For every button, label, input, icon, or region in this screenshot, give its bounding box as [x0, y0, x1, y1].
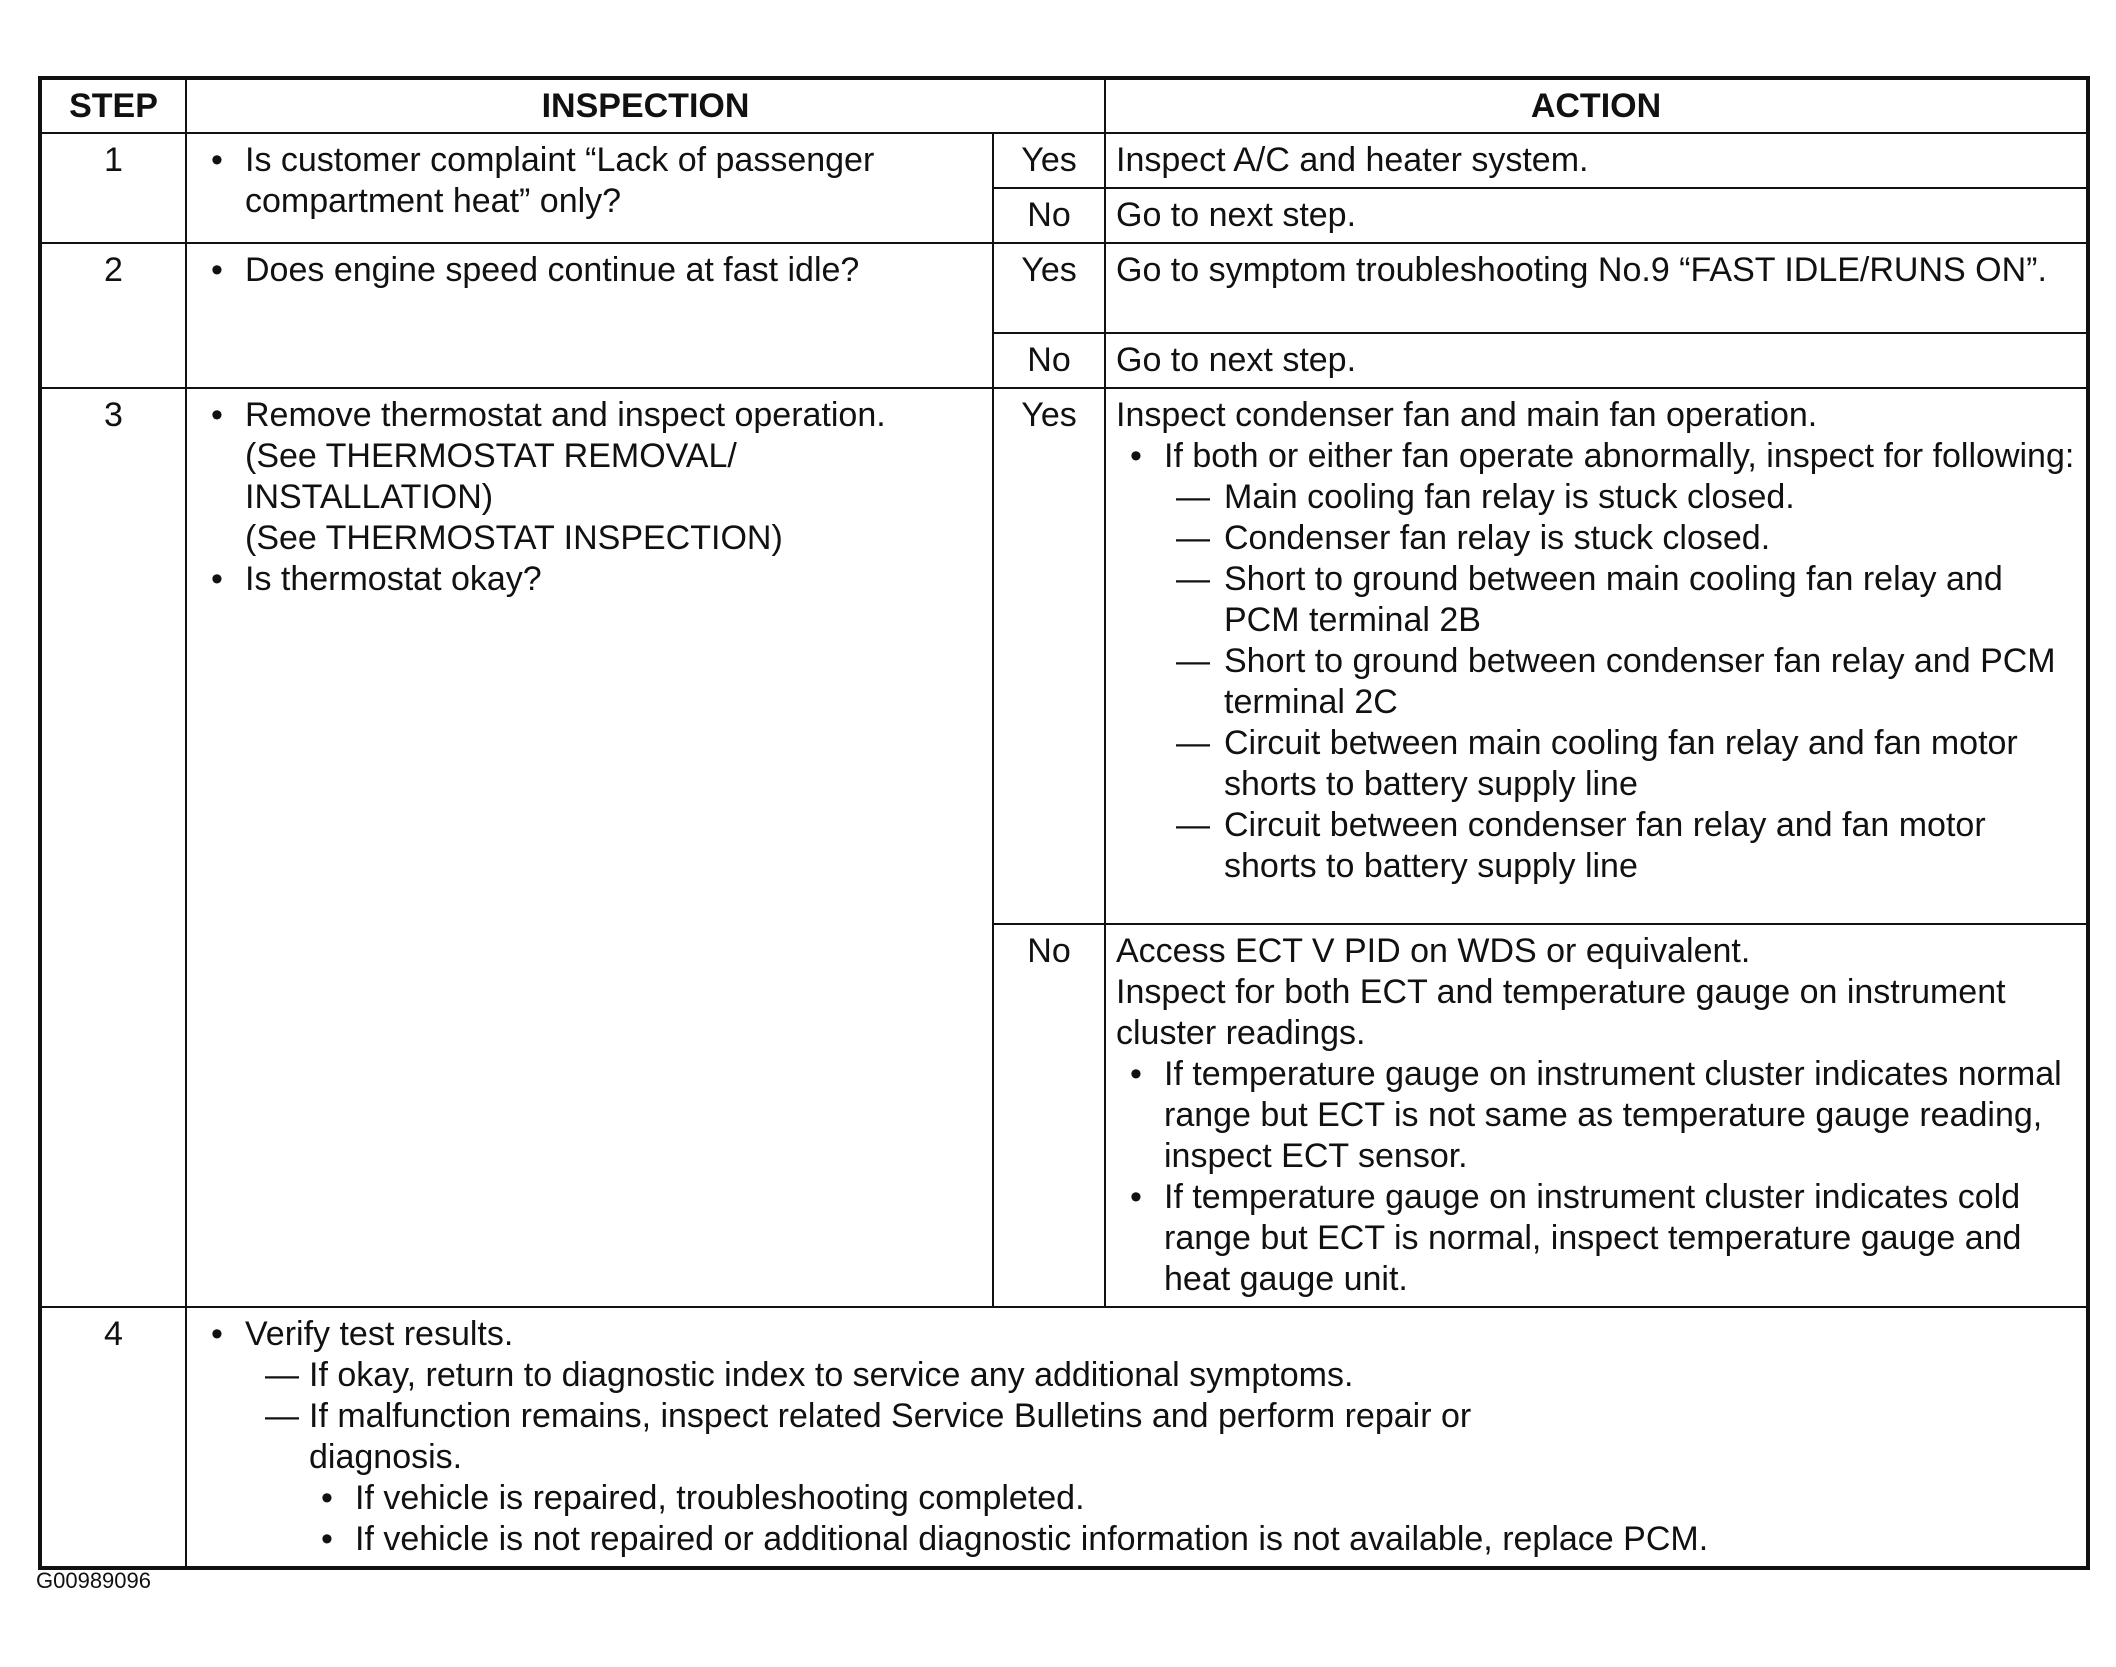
result-sub-bullet: • If vehicle is not repaired or additional diagnostic information is not available, replace PCM.	[307, 1519, 2076, 1560]
inspection-bullet: • Does engine speed continue at fast idle?	[197, 250, 982, 291]
step-1-no-action: Go to next step.	[1105, 188, 2088, 243]
step-3-yes-action	[1105, 388, 2088, 924]
yes-label: Yes	[993, 133, 1105, 188]
action-dash-item: — Short to ground between condenser fan relay and PCM terminal 2C	[1176, 641, 2076, 723]
action-line: Inspect for both ECT and temperature gauge on instrument cluster readings.	[1116, 973, 2006, 1052]
action-dash-item: — Main cooling fan relay is stuck closed.	[1176, 477, 2076, 518]
inspection-line: (See THERMOSTAT INSPECTION)	[245, 519, 783, 557]
yes-label: Yes	[993, 243, 1105, 333]
header-step: STEP	[40, 78, 186, 133]
result-dash-item: — If malfunction remains, inspect related Service Bulletins and perform repair or diagnosis.	[265, 1396, 1505, 1478]
verify-bullet: • Verify test results.	[197, 1314, 2076, 1355]
step-1-inspection	[186, 133, 993, 243]
action-intro: Inspect condenser fan and main fan operation.	[1116, 396, 1818, 434]
action-dash-item: — Short to ground between main cooling fan relay and PCM terminal 2B	[1176, 559, 2076, 641]
no-label: No	[993, 188, 1105, 243]
inspection-line: (See THERMOSTAT REMOVAL/	[245, 437, 737, 475]
step-2-inspection	[186, 243, 993, 388]
no-label: No	[993, 924, 1105, 1307]
step-1-yes-action: Inspect A/C and heater system.	[1105, 133, 2088, 188]
result-dash-item: — If okay, return to diagnostic index to service any additional symptoms.	[265, 1355, 1505, 1396]
diagnostic-table-sheet	[38, 76, 2086, 1558]
step-1-yes-row	[40, 133, 2088, 188]
action-line: Access ECT V PID on WDS or equivalent.	[1116, 932, 1751, 970]
action-bullet: • If temperature gauge on instrument cluster indicates normal range but ECT is not same as temperature gauge reading, inspect ECT sensor.	[1116, 1054, 2076, 1177]
step-3-yes-row	[40, 388, 2088, 924]
action-dash-item: — Condenser fan relay is stuck closed.	[1176, 518, 2076, 559]
inspection-line: • Remove thermostat and inspect operation.	[245, 396, 886, 434]
inspection-bullet	[197, 395, 982, 559]
step-number: 3	[40, 388, 186, 1307]
step-2-no-action: Go to next step.	[1105, 333, 2088, 388]
step-3-no-action	[1105, 924, 2088, 1307]
step-2-yes-row	[40, 243, 2088, 333]
inspection-bullet: • Is thermostat okay?	[197, 559, 982, 600]
result-sub-bullet: • If vehicle is repaired, troubleshooting completed.	[307, 1478, 2076, 1519]
step-number: 1	[40, 133, 186, 243]
yes-label: Yes	[993, 388, 1105, 924]
step-3-inspection	[186, 388, 993, 1307]
inspection-bullet: • Is customer complaint “Lack of passenger compartment heat” only?	[197, 140, 982, 222]
no-label: No	[993, 333, 1105, 388]
diagnostic-table	[38, 76, 2090, 1570]
action-dash-item: — Circuit between main cooling fan relay and fan motor shorts to battery supply line	[1176, 723, 2076, 805]
step-4-row	[40, 1307, 2088, 1568]
step-number: 4	[40, 1307, 186, 1568]
header-row	[40, 78, 2088, 133]
action-bullet: • If temperature gauge on instrument cluster indicates cold range but ECT is normal, inspect temperature gauge and heat gauge unit.	[1116, 1177, 2076, 1300]
step-4-content	[186, 1307, 2088, 1568]
action-dash-item: — Circuit between condenser fan relay and fan motor shorts to battery supply line	[1176, 805, 2076, 887]
step-2-yes-action: Go to symptom troubleshooting No.9 “FAST IDLE/RUNS ON”.	[1105, 243, 2088, 333]
header-inspection: INSPECTION	[186, 78, 1105, 133]
inspection-line: INSTALLATION)	[245, 478, 494, 516]
step-number: 2	[40, 243, 186, 388]
figure-id: G00989096	[36, 1568, 151, 1593]
action-bullet: • If both or either fan operate abnormally, inspect for following:	[1116, 436, 2076, 477]
header-action: ACTION	[1105, 78, 2088, 133]
